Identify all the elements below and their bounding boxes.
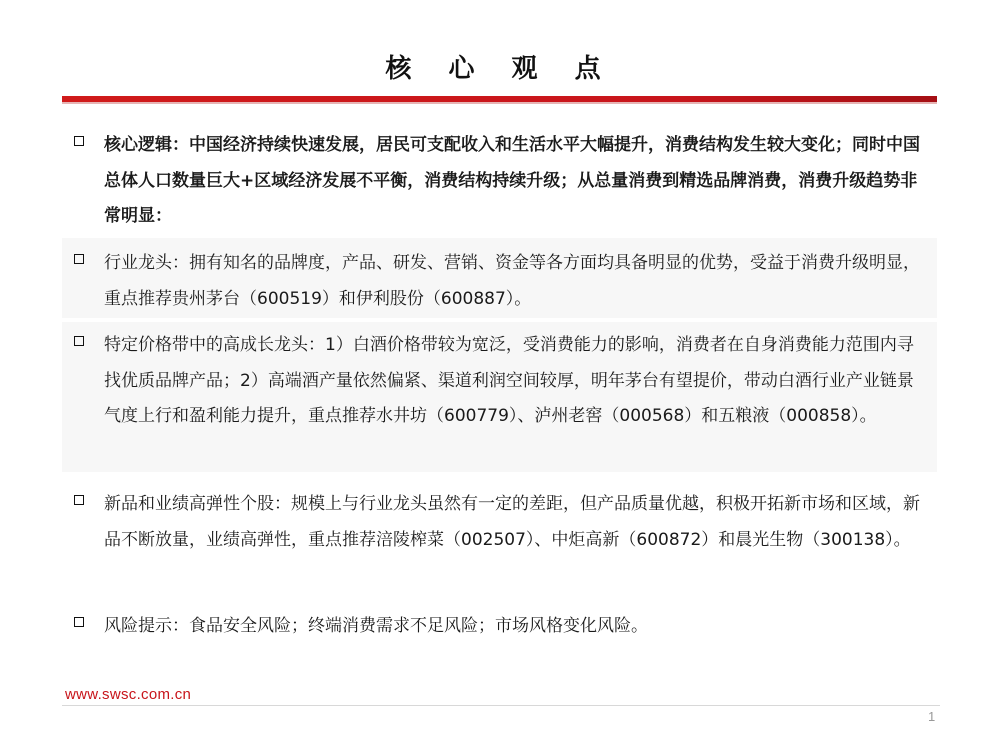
square-bullet-icon — [74, 136, 84, 146]
page-title: 核 心 观 点 — [385, 54, 615, 84]
bullet-text: 核心逻辑：中国经济持续快速发展，居民可支配收入和生活水平大幅提升，消费结构发生较大变化；同时中国总体人口数量巨大+区域经济发展不平衡，消费结构持续升级；从总量消费到精选品牌消费，消费升级趋势非常明显： — [104, 135, 920, 226]
square-bullet-icon — [74, 495, 84, 505]
square-bullet-icon — [74, 336, 84, 346]
square-bullet-icon — [74, 254, 84, 264]
bullet-price-band-leaders — [68, 328, 928, 435]
bullet-high-elasticity-stocks — [68, 487, 928, 558]
bullet-text: 风险提示：食品安全风险；终端消费需求不足风险；市场风格变化风险。 — [104, 616, 648, 636]
bullet-text: 行业龙头：拥有知名的品牌度，产品、研发、营销、资金等各方面均具备明显的优势，受益于消费升级明显，重点推荐贵州茅台（600519）和伊利股份（600887）。 — [104, 253, 920, 309]
bullet-risk-warning — [68, 609, 928, 645]
bullet-text: 特定价格带中的高成长龙头：1）白酒价格带较为宽泛，受消费能力的影响，消费者在自身消费能力范围内寻找优质品牌产品；2）高端酒产量依然偏紧、渠道利润空间较厚，明年茅台有望提价，带动白酒行业产业链景气度上行和盈利能力提升，重点推荐水井坊（600779）、泸州老窖（000568）和五粮液（000858）。 — [104, 335, 914, 426]
footer-website-link[interactable]: www.swsc.com.cn — [65, 686, 192, 703]
bullet-industry-leaders — [68, 246, 928, 317]
bullet-core-logic — [68, 128, 928, 235]
footer-divider — [62, 705, 940, 706]
page-number: 1 — [928, 709, 936, 724]
bullet-text: 新品和业绩高弹性个股：规模上与行业龙头虽然有一定的差距，但产品质量优越，积极开拓新市场和区域，新品不断放量，业绩高弹性，重点推荐涪陵榨菜（002507）、中炬高新（600872）和晨光生物（300138）。 — [104, 494, 920, 550]
square-bullet-icon — [74, 617, 84, 627]
title-divider-bar — [62, 96, 937, 102]
